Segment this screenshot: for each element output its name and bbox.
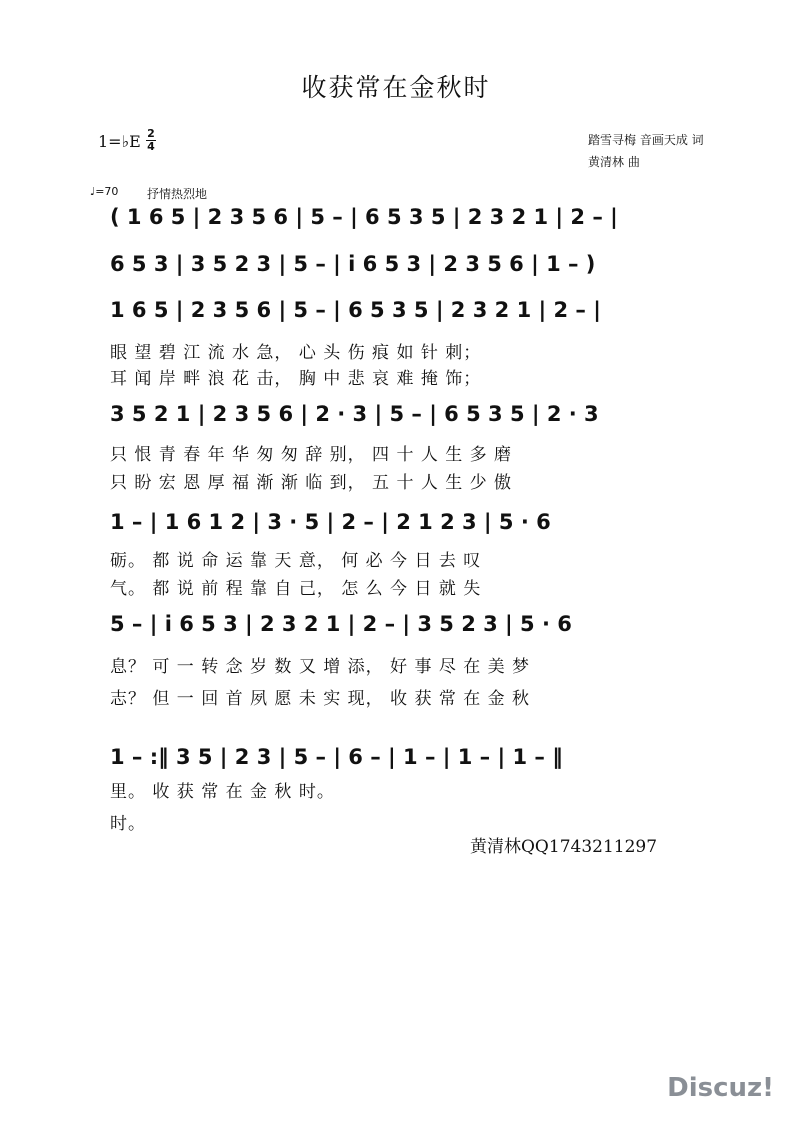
lyric-verse-1: 息？ 可 一 转 念 岁 数 又 增 添， 好 事 尽 在 美 梦 [110, 657, 531, 677]
song-title: 收获常在金秋时 [301, 73, 491, 102]
lyric-verse-1: 眼 望 碧 江 流 水 急， 心 头 伤 痕 如 针 刺； [110, 343, 482, 363]
lyric-verse-1: 里。 收 获 常 在 金 秋 时。 [110, 782, 335, 802]
lyricist-credit: 踏雪寻梅 音画天成 词 [588, 133, 704, 147]
tempo-marking: ♩=70 [90, 185, 119, 198]
notation-line: 1 – :‖ 3 5 | 2 3 | 5 – | 6 – | 1 – | 1 – | 1 – ‖ [110, 745, 563, 769]
lyric-verse-2: 气。 都 说 前 程 靠 自 己， 怎 么 今 日 就 失 [110, 579, 482, 599]
time-sig-top: 2 [147, 127, 155, 140]
time-signature [146, 128, 156, 153]
notation-line: 1 6 5 | 2 3 5 6 | 5 – | 6 5 3 5 | 2 3 2 1 | 2 – | [110, 298, 601, 322]
composer-credit: 黄清林 曲 [588, 155, 640, 169]
notation-line: 6 5 3 | 3 5 2 3 | 5 – | i 6 5 3 | 2 3 5 6 | 1 – ) [110, 252, 596, 276]
lyric-verse-1: 只 恨 青 春 年 华 匆 匆 辞 别， 四 十 人 生 多 磨 [110, 445, 513, 465]
notation-line: 1 – | 1 6 1 2 | 3 · 5 | 2 – | 2 1 2 3 | 5 · 6 [110, 510, 551, 534]
author-contact: 黄清林QQ1743211297 [470, 837, 658, 857]
notation-line: ( 1 6 5 | 2 3 5 6 | 5 – | 6 5 3 5 | 2 3 2 1 | 2 – | [110, 205, 618, 229]
lyric-verse-2: 只 盼 宏 恩 厚 福 渐 渐 临 到， 五 十 人 生 少 傲 [110, 473, 513, 493]
expression-marking: 抒情热烈地 [147, 187, 208, 201]
key-signature: 1=♭E [98, 132, 141, 151]
lyric-verse-2: 志？ 但 一 回 首 夙 愿 未 实 现， 收 获 常 在 金 秋 [110, 689, 531, 709]
notation-line: 5 – | i 6 5 3 | 2 3 2 1 | 2 – | 3 5 2 3 | 5 · 6 [110, 612, 572, 636]
lyric-verse-2: 时。 [110, 814, 146, 834]
lyric-verse-2: 耳 闻 岸 畔 浪 花 击， 胸 中 悲 哀 难 掩 饰； [110, 369, 482, 389]
lyric-verse-1: 砺。 都 说 命 运 靠 天 意， 何 必 今 日 去 叹 [110, 551, 482, 571]
notation-line: 3 5 2 1 | 2 3 5 6 | 2 · 3 | 5 – | 6 5 3 5 | 2 · 3 [110, 402, 599, 426]
time-sig-bottom: 4 [147, 140, 155, 153]
site-watermark: Discuz! [667, 1073, 774, 1103]
